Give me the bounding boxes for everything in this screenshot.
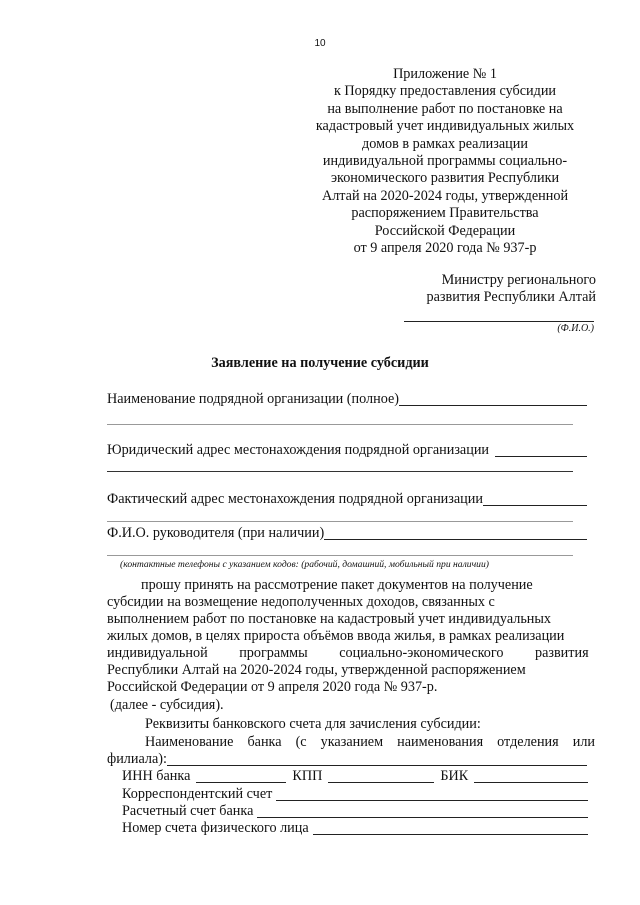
corr-account-input-line[interactable] xyxy=(276,787,588,801)
paragraph-line xyxy=(107,645,595,662)
paragraph-line: субсидии на возмещение недополученных доходов, связанных с xyxy=(107,594,495,610)
corr-account-row xyxy=(122,786,588,803)
personal-account-label: Номер счета физического лица xyxy=(122,820,309,836)
org-name-input-line[interactable] xyxy=(399,391,587,406)
subsidy-definition: (далее - субсидия). xyxy=(110,697,224,713)
addressee-fio-line[interactable] xyxy=(404,321,594,322)
actual-address-label: Фактический адрес местонахождения подрядной организации xyxy=(107,491,483,507)
settlement-account-row xyxy=(122,803,588,820)
head-name-input-line[interactable] xyxy=(324,525,587,540)
bik-input-line[interactable] xyxy=(474,769,588,783)
legal-address-label: Юридический адрес местонахождения подрядной организации xyxy=(107,442,490,458)
appendix-line: к Порядку предоставления субсидии xyxy=(333,83,557,100)
settlement-account-input-line[interactable] xyxy=(257,804,588,818)
appendix-line: Российской Федерации xyxy=(374,222,516,239)
bank-codes-row xyxy=(122,768,588,785)
bank-name-label: Наименование банка (с указанием наименования отделения или xyxy=(145,734,595,750)
corr-account-label: Корреспондентский счет xyxy=(122,786,273,802)
paragraph-line-text: индивидуальной программы социально-экономического развития xyxy=(107,645,589,661)
actual-address-field[interactable] xyxy=(107,490,587,508)
addressee-block xyxy=(340,272,596,307)
appendix-line: кадастровый учет индивидуальных жилых xyxy=(315,118,575,135)
inn-label: ИНН банка xyxy=(122,768,191,784)
document-title: Заявление на получение субсидии xyxy=(211,355,429,371)
appendix-line: экономического развития Республики xyxy=(330,170,560,187)
kpp-label: КПП xyxy=(292,768,323,784)
appendix-line: распоряжением Правительства xyxy=(351,205,539,222)
org-name-label: Наименование подрядной организации (полное) xyxy=(107,391,399,407)
kpp-input-line[interactable] xyxy=(328,769,434,783)
addressee-line-1: Министру регионального xyxy=(441,272,596,288)
page-number: 10 xyxy=(314,38,326,49)
head-name-field[interactable] xyxy=(107,524,587,542)
legal-address-input-line[interactable] xyxy=(495,442,587,457)
bik-label: БИК xyxy=(440,768,469,784)
appendix-line: индивидуальной программы социально- xyxy=(322,153,568,170)
appendix-block xyxy=(280,66,610,257)
paragraph-line: Российской Федерации от 9 апреля 2020 года № 937-р. xyxy=(107,679,438,695)
addressee-line-2: развития Республики Алтай xyxy=(426,289,596,306)
org-name-field[interactable] xyxy=(107,390,587,408)
request-paragraph xyxy=(107,577,595,696)
paragraph-line: выполнением работ по постановке на кадастровый учет индивидуальных xyxy=(107,611,552,627)
appendix-line: домов в рамках реализации xyxy=(362,135,528,152)
actual-address-input-line[interactable] xyxy=(483,491,587,506)
paragraph-line: прошу принять на рассмотрение пакет документов на получение xyxy=(141,577,533,593)
bank-name-input-line[interactable] xyxy=(167,751,587,766)
appendix-line: Алтай на 2020-2024 годы, утвержденной xyxy=(321,187,569,204)
bank-name-label-2: филиала): xyxy=(107,751,167,767)
contacts-input-line[interactable] xyxy=(107,555,573,556)
appendix-line: Приложение № 1 xyxy=(393,66,497,82)
contacts-caption: (контактные телефоны с указанием кодов: (рабочий, домашний, мобильный при наличии) xyxy=(120,559,489,570)
personal-account-row xyxy=(122,820,588,837)
paragraph-line: жилых домов, в целях прироста объёмов ввода жилья, в рамках реализации xyxy=(107,628,565,644)
head-name-label: Ф.И.О. руководителя (при наличии) xyxy=(107,525,325,541)
bank-heading: Реквизиты банковского счета для зачисления субсидии: xyxy=(145,716,481,732)
fio-caption: (Ф.И.О.) xyxy=(557,323,594,334)
org-name-extra-line[interactable] xyxy=(107,424,573,425)
settlement-account-label: Расчетный счет банка xyxy=(122,803,254,819)
actual-address-extra-line[interactable] xyxy=(107,521,573,522)
paragraph-line: Республики Алтай на 2020-2024 годы, утвержденной распоряжением xyxy=(107,662,526,678)
appendix-line: на выполнение работ по постановке на xyxy=(327,100,563,117)
legal-address-field[interactable] xyxy=(107,441,587,459)
personal-account-input-line[interactable] xyxy=(313,821,588,835)
inn-input-line[interactable] xyxy=(196,769,286,783)
legal-address-extra-line[interactable] xyxy=(107,471,573,472)
appendix-line: от 9 апреля 2020 года № 937-р xyxy=(353,240,537,257)
bank-name-field[interactable] xyxy=(107,750,587,768)
